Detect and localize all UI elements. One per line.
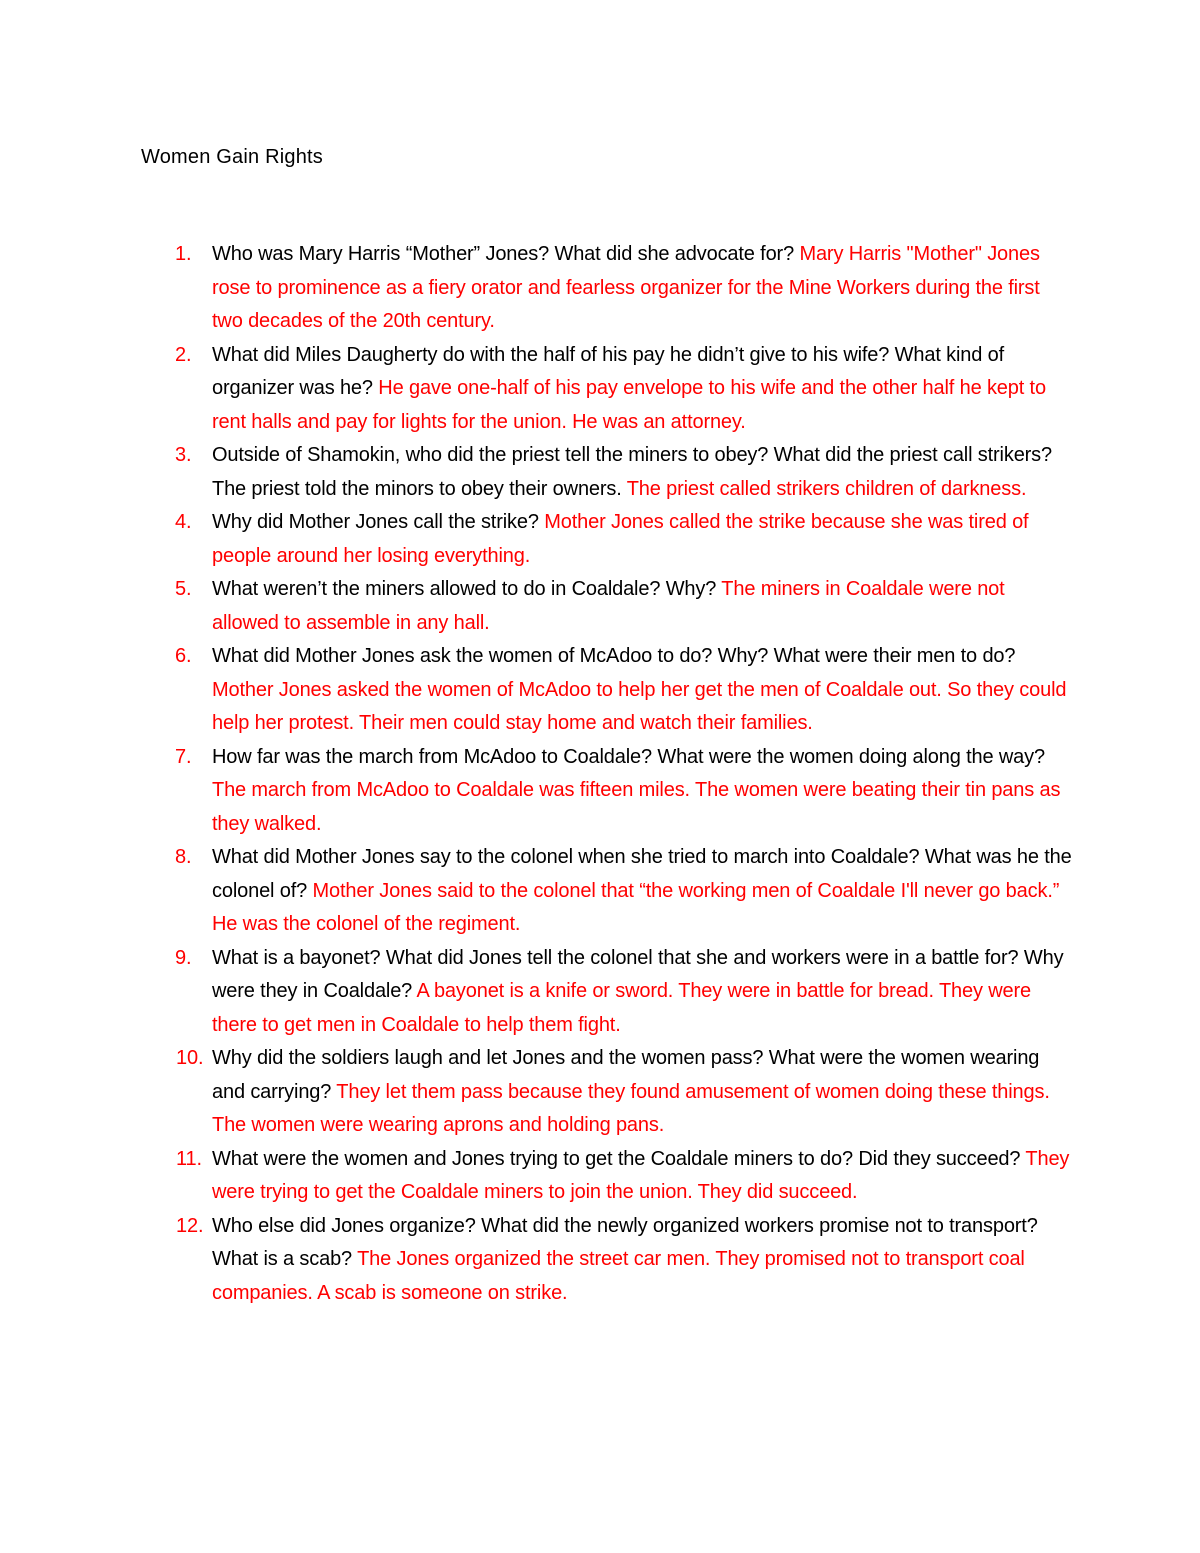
question-text: How far was the march from McAdoo to Coaldale? What were the women doing along the way? — [212, 745, 1045, 768]
answer-text: Mother Jones called the strike because she was tired of people around her losing everything. — [212, 511, 1029, 567]
question-item-5 — [175, 573, 1074, 640]
question-text: Outside of Shamokin, who did the priest tell the miners to obey? What did the priest call strikers? The priest told the minors to obey their owners. — [212, 444, 1053, 500]
question-text: What is a bayonet? What did Jones tell the colonel that she and workers were in a battle for? Why were they in Coaldale? — [212, 946, 1064, 1002]
question-item-10 — [176, 1042, 1074, 1143]
question-item-4 — [175, 506, 1074, 573]
question-item-2 — [175, 339, 1074, 440]
answer-text: Mary Harris "Mother" Jones rose to prominence as a fiery orator and fearless organizer for the Mine Workers during the first two decades of the 20th century. — [212, 243, 1040, 332]
question-text: What weren’t the miners allowed to do in Coaldale? Why? — [212, 578, 722, 600]
question-item-1 — [175, 238, 1074, 339]
question-number: 7. — [175, 745, 192, 768]
question-number: 8. — [175, 846, 192, 868]
question-number: 11. — [176, 1147, 202, 1170]
answer-text: They were trying to get the Coaldale miners to join the union. They did succeed. — [212, 1147, 1070, 1203]
question-text: What did Mother Jones say to the colonel when she tried to march into Coaldale? What was he the colonel of? — [212, 846, 1072, 902]
question-text: Why did the soldiers laugh and let Jones and the women pass? What were the women wearing and carrying? — [212, 1047, 1040, 1103]
question-number: 12. — [176, 1214, 204, 1237]
answer-text: They let them pass because they found amusement of women doing these things. The women were wearing aprons and holding pans. — [212, 1080, 1050, 1136]
question-number: 10. — [176, 1047, 204, 1069]
answer-text: A bayonet is a knife or sword. They were in battle for bread. They were there to get men in Coaldale to help them fight. — [212, 980, 1031, 1036]
question-text: Who was Mary Harris “Mother” Jones? What did she advocate for? — [212, 243, 800, 265]
question-text: Who else did Jones organize? What did the newly organized workers promise not to transport? What is a scab? — [212, 1214, 1038, 1270]
question-item-8 — [175, 841, 1074, 942]
answer-text: Mother Jones asked the women of McAdoo to help her get the men of Coaldale out. So they could help her protest. Their men could stay home and watch their families. — [212, 678, 1067, 734]
document-title: Women Gain Rights — [141, 146, 323, 168]
question-text: What were the women and Jones trying to get the Coaldale miners to do? Did they succeed? — [212, 1147, 1026, 1170]
question-number: 2. — [175, 343, 192, 366]
question-number: 4. — [175, 511, 192, 533]
question-text: Why did Mother Jones call the strike? — [212, 511, 545, 533]
question-item-6 — [175, 640, 1074, 741]
question-item-9 — [175, 942, 1074, 1043]
question-number: 5. — [175, 578, 192, 600]
question-text: What did Mother Jones ask the women of McAdoo to do? Why? What were their men to do? — [212, 645, 1016, 667]
answer-text: The priest called strikers children of darkness. — [626, 477, 1027, 500]
answer-text: Mother Jones said to the colonel that “the working men of Coaldale I'll never go back.” He was the colonel of the regiment. — [212, 879, 1060, 935]
answer-text: The march from McAdoo to Coaldale was fifteen miles. The women were beating their tin pans as they walked. — [212, 779, 1061, 835]
question-item-3 — [175, 439, 1074, 506]
question-item-7 — [175, 741, 1074, 842]
answer-text: He gave one-half of his pay envelope to his wife and the other half he kept to rent halls and pay for lights for the union. He was an attorney. — [212, 377, 1046, 433]
question-number: 1. — [175, 243, 192, 265]
question-number: 6. — [175, 645, 192, 667]
question-item-11 — [176, 1143, 1074, 1210]
answer-text: The Jones organized the street car men. They promised not to transport coal companies. A scab is someone on strike. — [212, 1248, 1025, 1304]
question-item-12 — [176, 1210, 1074, 1311]
question-number: 9. — [175, 946, 192, 969]
question-number: 3. — [175, 444, 192, 466]
answer-text: The miners in Coaldale were not allowed to assemble in any hall. — [212, 578, 1005, 634]
question-text: What did Miles Daugherty do with the half of his pay he didn’t give to his wife? What kind of organizer was he? — [212, 343, 1005, 399]
question-list — [175, 238, 1074, 1310]
